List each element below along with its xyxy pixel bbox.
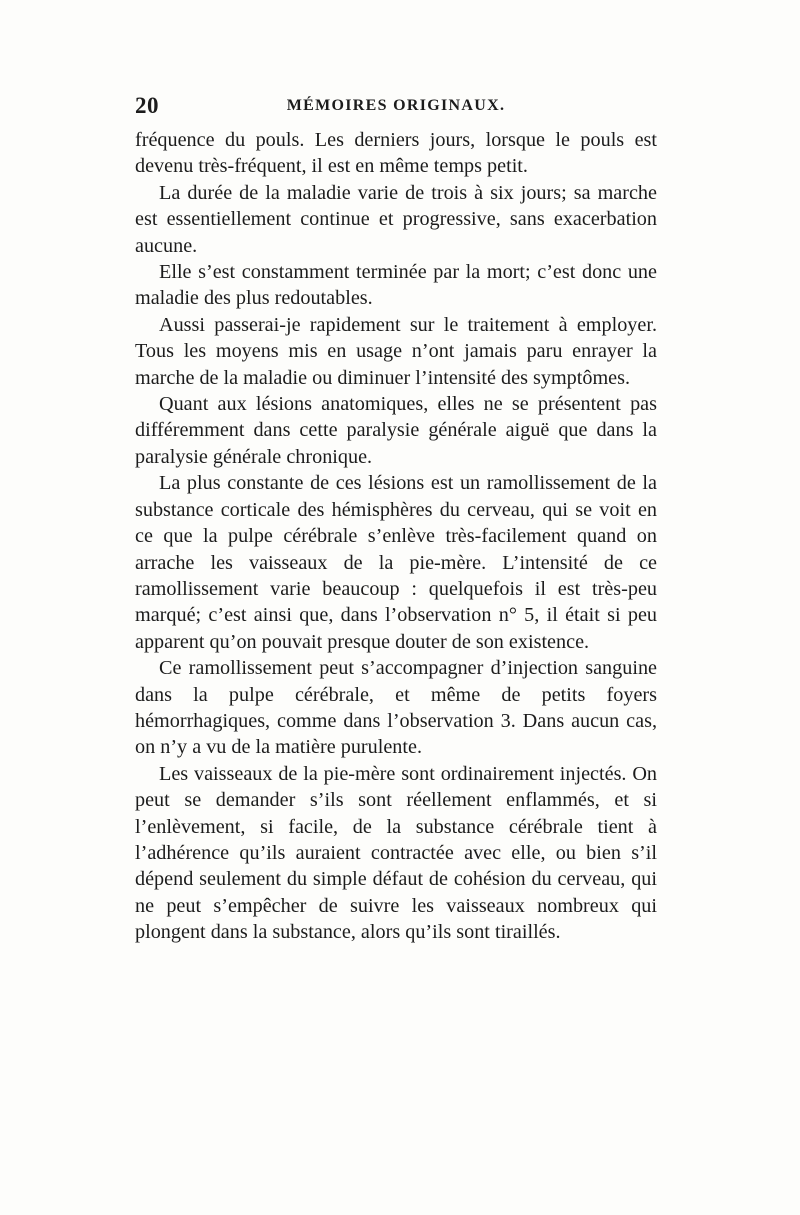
paragraph-2: La durée de la maladie varie de trois à six jours; sa marche est essentiellement continue et progressive, sans exacerbation aucune. bbox=[135, 181, 657, 257]
running-title: MÉMOIRES ORIGINAUX. bbox=[286, 97, 506, 114]
paragraph-6: La plus constante de ces lésions est un ramollissement de la substance corticale des hémisphères du cerveau, qui se voit en ce que la pulpe cérébrale s’enlève très-facilement quand on arrache les vaisseaux de la pie-mère. L’intensité de ce ramollissement varie beaucoup : quelquefois il est très-peu marqué; c’est ainsi que, dans l’observation n° 5, il était si peu apparent qu’on pouvait presque douter de son existence. bbox=[135, 472, 657, 653]
paragraph-4: Aussi passerai-je rapidement sur le traitement à employer. Tous les moyens mis en usage n’ont jamais paru enrayer la marche de la maladie ou diminuer l’intensité des symptômes. bbox=[135, 313, 657, 389]
paragraph-5: Quant aux lésions anatomiques, elles ne se présentent pas différemment dans cette paralysie générale aiguë que dans la paralysie générale chronique. bbox=[135, 393, 657, 468]
paragraph-3: Elle s’est constamment terminée par la mort; c’est donc une maladie des plus redoutables. bbox=[135, 261, 657, 310]
page-number: 20 bbox=[135, 93, 159, 118]
paragraph-8: Les vaisseaux de la pie-mère sont ordinairement injectés. On peut se demander s’ils sont réellement enflammés, et si l’enlèvement, si facile, de la substance cérébrale tient à l’adhérence qu’ils auraient contractée avec elle, ou bien s’il dépend seulement du simple défaut de cohésion du cerveau, qui ne peut s’empêcher de suivre les vaisseaux nombreux qui plongent dans la substance, alors qu’ils sont tiraillés. bbox=[135, 762, 657, 944]
body-text bbox=[135, 127, 657, 946]
paragraph-1: fréquence du pouls. Les derniers jours, lorsque le pouls est devenu très-fréquent, il est en même temps petit. bbox=[135, 129, 657, 178]
paragraph-7: Ce ramollissement peut s’accompagner d’injection sanguine dans la pulpe cérébrale, et même de petits foyers hémorrhagiques, comme dans l’observation 3. Dans aucun cas, on n’y a vu de la matière purulente. bbox=[135, 657, 657, 759]
running-head bbox=[135, 93, 657, 123]
